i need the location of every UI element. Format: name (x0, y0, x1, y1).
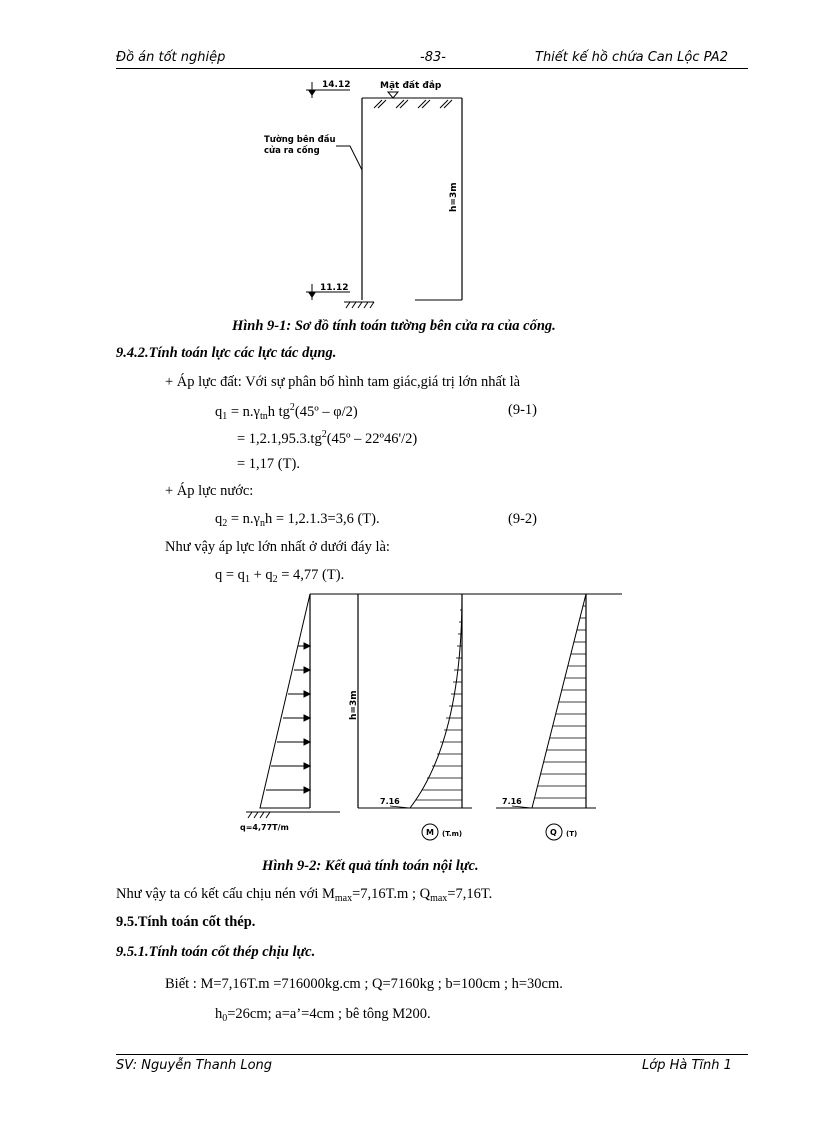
figure2-caption-text: Kết quả tính toán nội lực. (321, 858, 479, 874)
pressure-triangle (260, 594, 310, 808)
soil-equation: $q_1 = n.\gamma_{tn}h$ $tg^2(45º - \varphi/2)$ (215, 402, 358, 422)
soil-hatch (374, 100, 452, 108)
section-9-4-2-title: 9.4.2.Tính toán lực các lực tác dụng. (116, 345, 337, 361)
conclusion-part-c: =7,16T. (447, 886, 493, 902)
shear-circle-label: Q (550, 828, 557, 837)
max-pressure-intro: Như vậy áp lực lớn nhất ở dưới đáy là: (165, 539, 390, 555)
soil-intro: + Áp lực đất: Với sự phân bố hình tam giác,giá trị lớn nhất là (165, 374, 521, 390)
soil-line2-tail: (45º – 22º46'/2) (326, 430, 418, 447)
soil-line3: = 1,17 (T). (237, 456, 300, 472)
q-max-subscript: max (430, 893, 448, 904)
figure-wall-scheme (240, 72, 500, 316)
soil-line2-head: = 1,2.1,95.3.tg (237, 430, 322, 447)
q-max-label: q=4,77T/m (240, 823, 289, 832)
figure2-caption (262, 858, 479, 875)
moment-unit: (T.m) (442, 830, 463, 838)
wall-label-line2: cửa ra cống (264, 146, 320, 156)
given-line2-tail: =26cm; a=a’=4cm ; bê tông M200. (227, 1006, 431, 1022)
soil-eq-ref: (9-1) (508, 402, 537, 418)
shear-max-label: 7.16 (502, 797, 522, 806)
soil-line2: = $1,2.1,95.3.tg^2(45º$ – 22º46'/2) (237, 429, 418, 447)
max-pressure-equation: $q = q_1 + q_2 = 4,77$ (T). (215, 567, 345, 585)
figure1-caption (232, 318, 556, 335)
header-rule (116, 68, 748, 69)
water-eq-tail: h = 1,2.1.3=3,6 (T). (264, 511, 380, 527)
ground-label: Mặt đất đắp (380, 81, 442, 91)
bottom-level-label: 11.12 (320, 283, 349, 293)
moment-circle-label: M (426, 828, 434, 837)
conclusion-part-b: =7,16T.m ; Q (352, 886, 431, 902)
shear-triangle (532, 594, 586, 808)
ground-marker-icon (388, 92, 398, 98)
given-line1: Biết : M=7,16T.m =716000kg.cm ; Q=7160kg ; b=100cm ; h=30cm. (165, 976, 563, 992)
moment-curve (410, 594, 462, 808)
figure-internal-forces (240, 590, 630, 850)
figure1-caption-text: Sơ đồ tính toán tường bên cửa ra của cống. (291, 318, 556, 334)
moment-hatch (416, 610, 462, 800)
conclusion-part-a: Như vậy ta có kết cấu chịu nén với M (116, 886, 335, 902)
water-equation: $q_2 = n.\gamma_nh = 1,2.1.3=3,6$ (T). (215, 511, 380, 529)
figure2-caption-prefix: Hình 9-2: (262, 858, 322, 874)
shear-hatch (535, 606, 586, 798)
pressure-arrows (266, 643, 310, 793)
height-label: h=3m (449, 182, 459, 212)
section-9-5-title: 9.5.Tính toán cốt thép. (116, 914, 256, 930)
section-9-5-1-title: 9.5.1.Tính toán cốt thép chịu lực. (116, 944, 316, 960)
water-intro: + Áp lực nước: (165, 483, 254, 499)
conclusion-text (116, 886, 492, 904)
water-eq-ref: (9-2) (508, 511, 537, 527)
given-line2: $h_0=26cm$; a=a’=4cm ; bê tông M200. (215, 1006, 431, 1024)
header-page-number: -83- (420, 50, 446, 65)
top-level-label: 14.12 (322, 80, 351, 90)
header-right: Thiết kế hồ chứa Can Lộc PA2 (535, 50, 728, 65)
footer-rule (116, 1054, 748, 1055)
header-left: Đồ án tốt nghiệp (116, 50, 226, 65)
figure1-caption-prefix: Hình 9-1: (232, 318, 292, 334)
moment-max-label: 7.16 (380, 797, 400, 806)
m-max-subscript: max (334, 893, 353, 904)
footer-left: SV: Nguyễn Thanh Long (116, 1058, 273, 1073)
max-pressure-tail: = 4,77 (T). (277, 567, 345, 583)
wall-label-line1: Tường bên đầu (264, 135, 336, 145)
shear-unit: (T) (566, 830, 578, 838)
fig2-height-label: h=3m (349, 690, 359, 720)
footer-right: Lớp Hà Tĩnh 1 (642, 1058, 732, 1073)
